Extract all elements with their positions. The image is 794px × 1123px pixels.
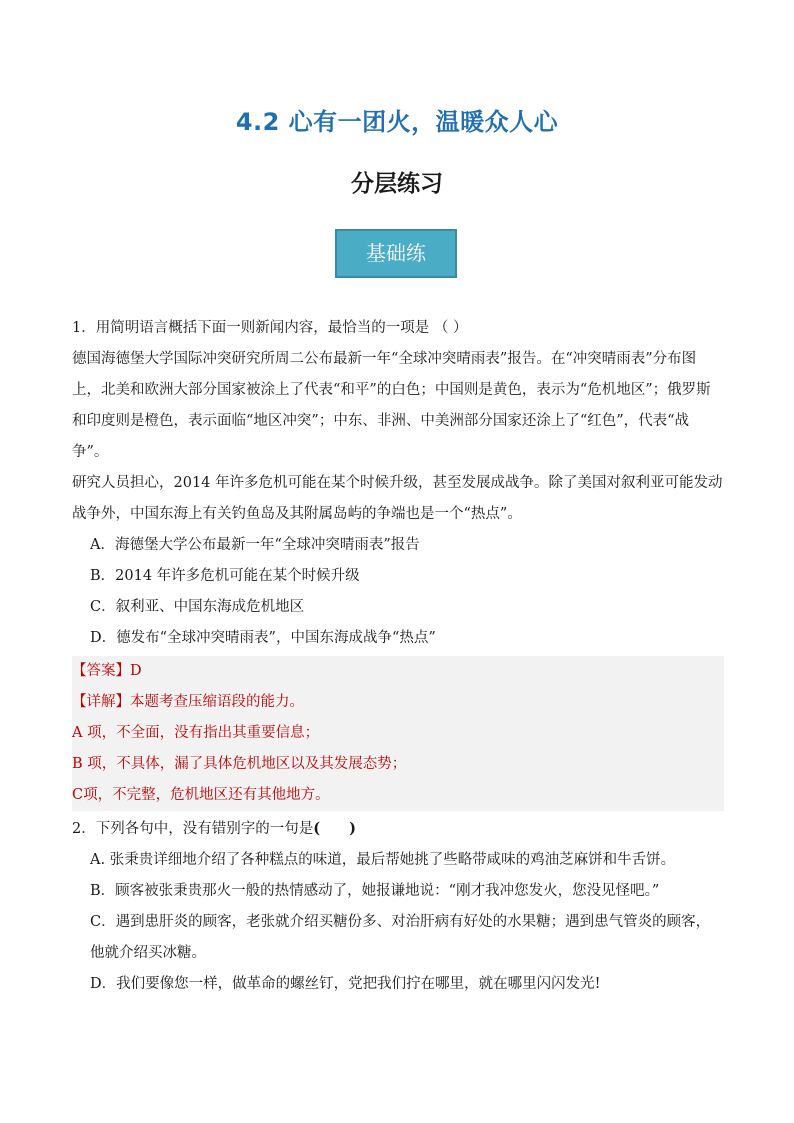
- explanation-c: C项，不完整，危机地区还有其他地方。: [72, 787, 330, 803]
- question-2: [72, 813, 724, 1000]
- option-c: C．遇到患肝炎的顾客，老张就介绍买糖份多、对治肝病有好处的水果糖；遇到患气管炎的顾客，他就介绍买冰糖。: [90, 914, 711, 961]
- option-d: D．德发布“全球冲突晴雨表”，中国东海成战争“热点”: [90, 630, 436, 646]
- question-stem: 1．用简明语言概括下面一则新闻内容，最恰当的一项是 （ ）: [72, 320, 468, 336]
- detail-text: 本题考查压缩语段的能力。: [130, 694, 304, 710]
- answer-line: [72, 656, 724, 687]
- question-passage: 德国海德堡大学国际冲突研究所周二公布最新一年“全球冲突晴雨表”报告。在“冲突晴雨表”分布图上，北美和欧洲大部分国家被涂上了代表“和平”的白色；中国则是黄色，表示为“危机地区”；俄罗斯和印度则是橙色，表示面临“地区冲突”；中东、非洲、中美洲部分国家还涂上了“红色”，代表“战争”。: [72, 351, 711, 460]
- option-b: B．顾客被张秉贵那火一般的热情感动了，她报谦地说：“刚才我冲您发火，您没见怪吧。”: [90, 883, 660, 899]
- option-a: A. 张秉贵详细地介绍了各种糕点的味道，最后帮她挑了些略带咸味的鸡油芝麻饼和牛舌饼。: [90, 852, 676, 868]
- document-content: [72, 313, 724, 1000]
- question-stem: [72, 813, 724, 845]
- page-subtitle: 分层练习: [351, 170, 443, 197]
- level-badge: 基础练: [335, 229, 457, 278]
- answer-box: [72, 656, 724, 811]
- option-a: A．海德堡大学公布最新一年“全球冲突晴雨表”报告: [90, 537, 420, 553]
- page-title: 4.2 心有一团火，温暖众人心: [235, 108, 559, 136]
- answer-blank: ( ): [313, 820, 356, 837]
- detail-line: [72, 687, 724, 718]
- answer-value: D: [130, 663, 142, 679]
- question-1: [72, 313, 724, 811]
- explanation-b: B 项，不具体，漏了具体危机地区以及其发展态势；: [72, 756, 407, 772]
- question-passage: 研究人员担心，2014 年许多危机可能在某个时候升级，甚至发展成战争。除了美国对叙利亚可能发动战争外，中国东海上有关钓鱼岛及其附属岛屿的争端也是一个“热点”。: [72, 475, 723, 522]
- explanation-a: A 项，不全面，没有指出其重要信息；: [72, 725, 320, 741]
- detail-label: 【详解】: [72, 694, 130, 710]
- question-stem-text: 2．下列各句中，没有错别字的一句是: [72, 821, 314, 837]
- option-b: B．2014 年许多危机可能在某个时候升级: [90, 568, 360, 584]
- answer-label: 【答案】: [72, 663, 130, 679]
- option-d: D．我们要像您一样，做革命的螺丝钉，党把我们拧在哪里，就在哪里闪闪发光!: [90, 976, 601, 992]
- option-c: C．叙利亚、中国东海成危机地区: [90, 599, 305, 615]
